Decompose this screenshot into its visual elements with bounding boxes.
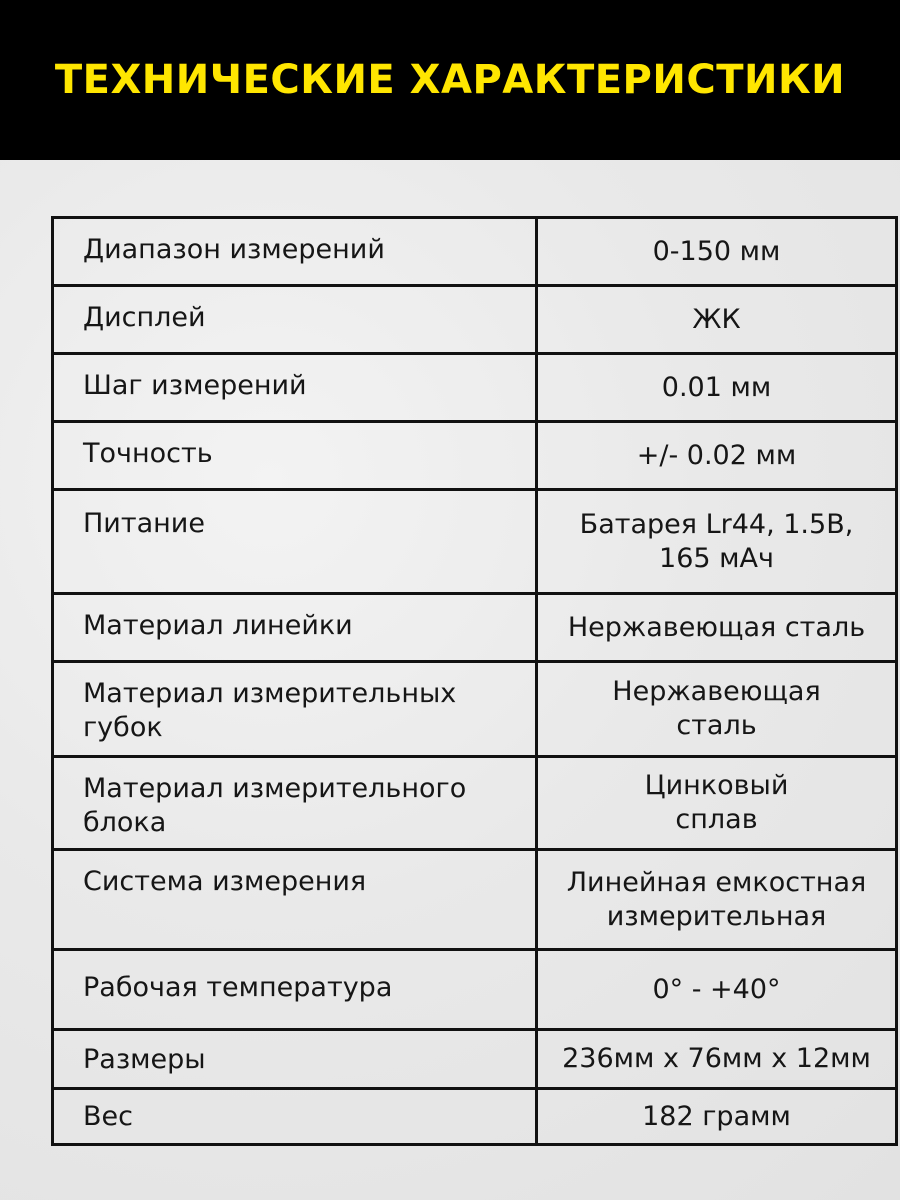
spec-value: Нержавеющая сталь: [537, 594, 897, 662]
table-row: [53, 1030, 897, 1089]
spec-value: 0° - +40°: [537, 950, 897, 1030]
spec-label: Вес: [53, 1089, 537, 1145]
table-row: [53, 490, 897, 594]
spec-value: Нержавеющая сталь: [537, 662, 897, 757]
table-row: [53, 286, 897, 354]
spec-label: Материал линейки: [53, 594, 537, 662]
spec-value: 0.01 мм: [537, 354, 897, 422]
page-title: ТЕХНИЧЕСКИЕ ХАРАКТЕРИСТИКИ: [54, 57, 846, 103]
header-banner: [0, 0, 900, 160]
spec-label: Диапазон измерений: [53, 218, 537, 286]
spec-value: Батарея Lr44, 1.5В, 165 мАч: [537, 490, 897, 594]
table-row: [53, 422, 897, 490]
table-row: [53, 1089, 897, 1145]
table-row: [53, 218, 897, 286]
spec-value: Линейная емкостная измерительная: [537, 850, 897, 950]
spec-label: Рабочая температура: [53, 950, 537, 1030]
spec-label: Размеры: [53, 1030, 537, 1089]
table-row: [53, 354, 897, 422]
spec-label: Система измерения: [53, 850, 537, 950]
spec-label: Питание: [53, 490, 537, 594]
table-row: [53, 662, 897, 757]
spec-value: 236мм x 76мм x 12мм: [537, 1030, 897, 1089]
spec-label: Материал измерительного блока: [53, 757, 537, 850]
specifications-table: [51, 216, 898, 1146]
spec-value: +/- 0.02 мм: [537, 422, 897, 490]
spec-value: 182 грамм: [537, 1089, 897, 1145]
table-row: [53, 850, 897, 950]
spec-label: Дисплей: [53, 286, 537, 354]
table-row: [53, 950, 897, 1030]
table-row: [53, 594, 897, 662]
spec-value: ЖК: [537, 286, 897, 354]
spec-value: 0-150 мм: [537, 218, 897, 286]
spec-value: Цинковый сплав: [537, 757, 897, 850]
spec-label: Материал измерительных губок: [53, 662, 537, 757]
spec-label: Точность: [53, 422, 537, 490]
spec-label: Шаг измерений: [53, 354, 537, 422]
table-row: [53, 757, 897, 850]
